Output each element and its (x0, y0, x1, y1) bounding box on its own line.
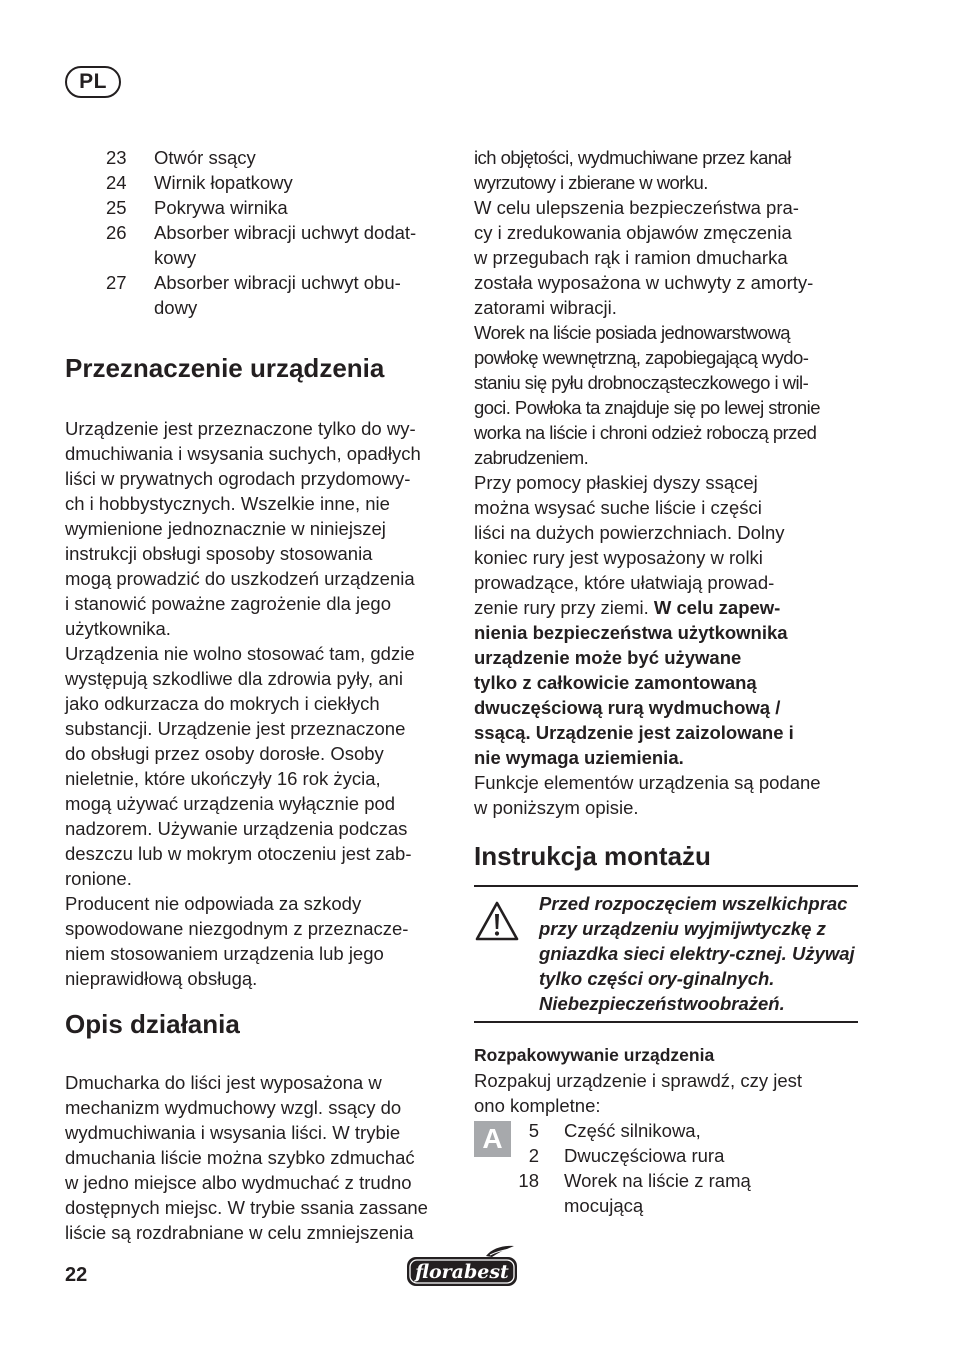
function-paragraph (65, 1070, 450, 1245)
text-line: prac przy urządzeniu wyjmij (539, 893, 848, 939)
section-title-assembly: Instrukcja montażu (474, 841, 711, 871)
list-item-number: 23 (106, 147, 127, 168)
warning-box (474, 885, 858, 1023)
text-line: w poniższym opisie. (474, 797, 639, 818)
mixed-text-normal: zenie rury przy ziemi. (474, 597, 654, 618)
list-item (474, 1118, 858, 1143)
text-line: substancji. Urządzenie jest przeznaczone (65, 718, 406, 739)
list-item-number: 5 (528, 1120, 539, 1141)
text-line: ginalnych. Niebezpieczeństwo (539, 968, 775, 1014)
text-line: nienia bezpieczeństwa użytkownika (474, 622, 788, 643)
page-number: 22 (65, 1264, 88, 1286)
list-item-text: dowy (154, 297, 198, 318)
text-line: cznej. Używaj tylko części ory- (539, 943, 855, 989)
text-line: spowodowane niezgodnym z przeznacze- (65, 918, 409, 939)
text-line: Rozpakuj urządzenie i sprawdź, czy jest (474, 1070, 803, 1091)
section-title-purpose: Przeznaczenie urządzenia (65, 353, 385, 383)
list-item (474, 1168, 858, 1218)
list-item-number: 25 (106, 197, 127, 218)
list-item (65, 220, 450, 270)
unpack-list (474, 1118, 858, 1218)
logo-text: florabest (415, 1261, 509, 1283)
text-line: została wyposażona w uchwyty z amorty- (474, 272, 814, 293)
text-line: nie wymaga uziemienia. (474, 747, 684, 768)
paragraph-functions (474, 770, 858, 820)
text-line: można wsysać suche liście i części (474, 497, 762, 518)
warning-text (539, 891, 858, 1016)
text-line: tylko z całkowicie zamontowaną (474, 672, 757, 693)
text-line: użytkownika. (65, 618, 171, 639)
list-item (65, 145, 450, 170)
text-line: cy i zredukowania objawów zmęczenia (474, 222, 792, 243)
list-item-text: Pokrywa wirnika (154, 197, 288, 218)
text-line: instrukcji obsługi sposoby stosowania (65, 543, 373, 564)
text-line: Przy pomocy płaskiej dyszy ssącej (474, 472, 758, 493)
text-line: wtyczkę z gniazdka sieci elektry- (539, 918, 826, 964)
text-line: Urządzenia nie wolno stosować tam, gdzie (65, 643, 415, 664)
florabest-logo (404, 1244, 520, 1290)
text-line: zabrudzeniem. (474, 447, 589, 468)
text-line: liści na dużych powierzchniach. Dolny (474, 522, 785, 543)
text-line: staniu się pyłu drobnocząsteczkowego i wil- (474, 372, 809, 393)
list-item-number: 24 (106, 172, 127, 193)
list-item-number: 27 (106, 272, 127, 293)
right-column (474, 145, 858, 1218)
text-line: nieletnie, które ukończyły 16 rok życia, (65, 768, 381, 789)
mixed-text-bold: W celu zapew- (653, 597, 781, 618)
list-item-text: Otwór ssący (154, 147, 256, 168)
text-line: ronione. (65, 868, 132, 889)
text-line: Urządzenie jest przeznaczone tylko do wy- (65, 418, 416, 439)
text-line: w jedno miejsce albo wydmuchać z trudno (65, 1172, 412, 1193)
text-line: goci. Powłoka ta znajduje się po lewej stronie (474, 397, 820, 418)
list-item-number: 2 (528, 1145, 539, 1166)
text-line: Funkcje elementów urządzenia są podane (474, 772, 821, 793)
left-column (65, 145, 450, 1245)
section-title-function: Opis działania (65, 1009, 240, 1039)
list-item (65, 270, 450, 320)
text-line: mogą używać urządzenia wyłącznie pod (65, 793, 396, 814)
text-line: deszczu lub w mokrym otoczeniu jest zab- (65, 843, 412, 864)
text-line: występują szkodliwe dla zdrowia pyły, ani (65, 668, 403, 689)
paragraph-volume (474, 145, 858, 195)
unpack-heading: Rozpakowywanie urządzenia (474, 1045, 715, 1065)
text-line: Przed rozpoczęciem wszelkich (539, 893, 809, 914)
text-line: wyrzutowy i zbierane w worku. (474, 172, 708, 193)
paragraph-safety-handles (474, 195, 858, 320)
list-item-text: Absorber wibracji uchwyt obu- (154, 272, 401, 293)
text-line: liście są rozdrabniane w celu zmniejszenia (65, 1222, 414, 1243)
text-line: liści w prywatnych ogrodach przydomowy- (65, 468, 411, 489)
text-line: dmuchania liście można szybko zdmuchać (65, 1147, 415, 1168)
text-line: nadzorem. Używanie urządzenia podczas (65, 818, 408, 839)
purpose-paragraph (65, 416, 450, 991)
text-line: mogą prowadzić do uszkodzeń urządzenia (65, 568, 415, 589)
text-line: dmuchiwania i wsysania suchych, opadłych (65, 443, 421, 464)
list-item-text: Część silnikowa, (564, 1120, 701, 1141)
list-item (474, 1143, 858, 1168)
text-line: W celu ulepszenia bezpieczeństwa pra- (474, 197, 799, 218)
list-item (65, 195, 450, 220)
text-line: wymienione jednoznacznie w niniejszej (65, 518, 386, 539)
text-line: mechanizm wydmuchowy wzgl. ssący do (65, 1097, 402, 1118)
text-line: w przegubach rąk i ramion dmucharka (474, 247, 788, 268)
list-item-number: 26 (106, 222, 127, 243)
text-line: dwuczęściową rurą wydmuchową / (474, 697, 781, 718)
list-item-number: 18 (518, 1170, 539, 1191)
text-line: zatorami wibracji. (474, 297, 617, 318)
text-line: Worek na liście posiada jednowarstwową (474, 322, 791, 343)
text-line: Producent nie odpowiada za szkody (65, 893, 362, 914)
parts-list (65, 145, 450, 320)
unpack-text (474, 1068, 858, 1118)
list-item-text: Absorber wibracji uchwyt dodat- (154, 222, 417, 243)
text-line: Dmucharka do liści jest wyposażona w (65, 1072, 382, 1093)
list-item-text: Worek na liście z ramą (564, 1170, 751, 1191)
figure-a-badge: A (474, 1121, 511, 1157)
list-item-text: Dwuczęściowa rura (564, 1145, 725, 1166)
text-line: ono kompletne: (474, 1095, 601, 1116)
text-line: niem stosowaniem urządzenia lub jego (65, 943, 384, 964)
text-line: nieprawidłową obsługą. (65, 968, 258, 989)
text-line: do obsługi przez osoby dorosłe. Osoby (65, 743, 384, 764)
text-line: worka na liście i chroni odzież roboczą przed (474, 422, 817, 443)
text-line: ssącą. Urządzenie jest zaizolowane i (474, 722, 794, 743)
text-line: ch i hobbystycznych. Wszelkie inne, nie (65, 493, 390, 514)
text-line: obrażeń. (708, 993, 785, 1014)
list-item-text: Wirnik łopatkowy (154, 172, 293, 193)
text-line: jako odkurzacza do mokrych i ciekłych (65, 693, 380, 714)
list-item-text: kowy (154, 247, 197, 268)
warning-triangle-icon (474, 891, 539, 1016)
text-line: koniec rury jest wyposażony w rolki (474, 547, 763, 568)
list-item (65, 170, 450, 195)
list-item-text: mocującą (564, 1195, 644, 1216)
text-line: prowadzące, które ułatwiają prowad- (474, 572, 775, 593)
text-line: urządzenie może być używane (474, 647, 742, 668)
paragraph-bag-coating (474, 320, 858, 470)
text-line: i stanowić poważne zagrożenie dla jego (65, 593, 392, 614)
paragraph-suction-nozzle (474, 470, 858, 770)
text-line: dostępnych miejsc. W trybie ssania zassane (65, 1197, 428, 1218)
text-line: powłokę wewnętrzną, zapobiegającą wydo- (474, 347, 809, 368)
text-line: wydmuchiwania i wsysania liści. W trybie (65, 1122, 401, 1143)
text-line: ich objętości, wydmuchiwane przez kanał (474, 147, 791, 168)
language-badge: PL (65, 66, 121, 98)
